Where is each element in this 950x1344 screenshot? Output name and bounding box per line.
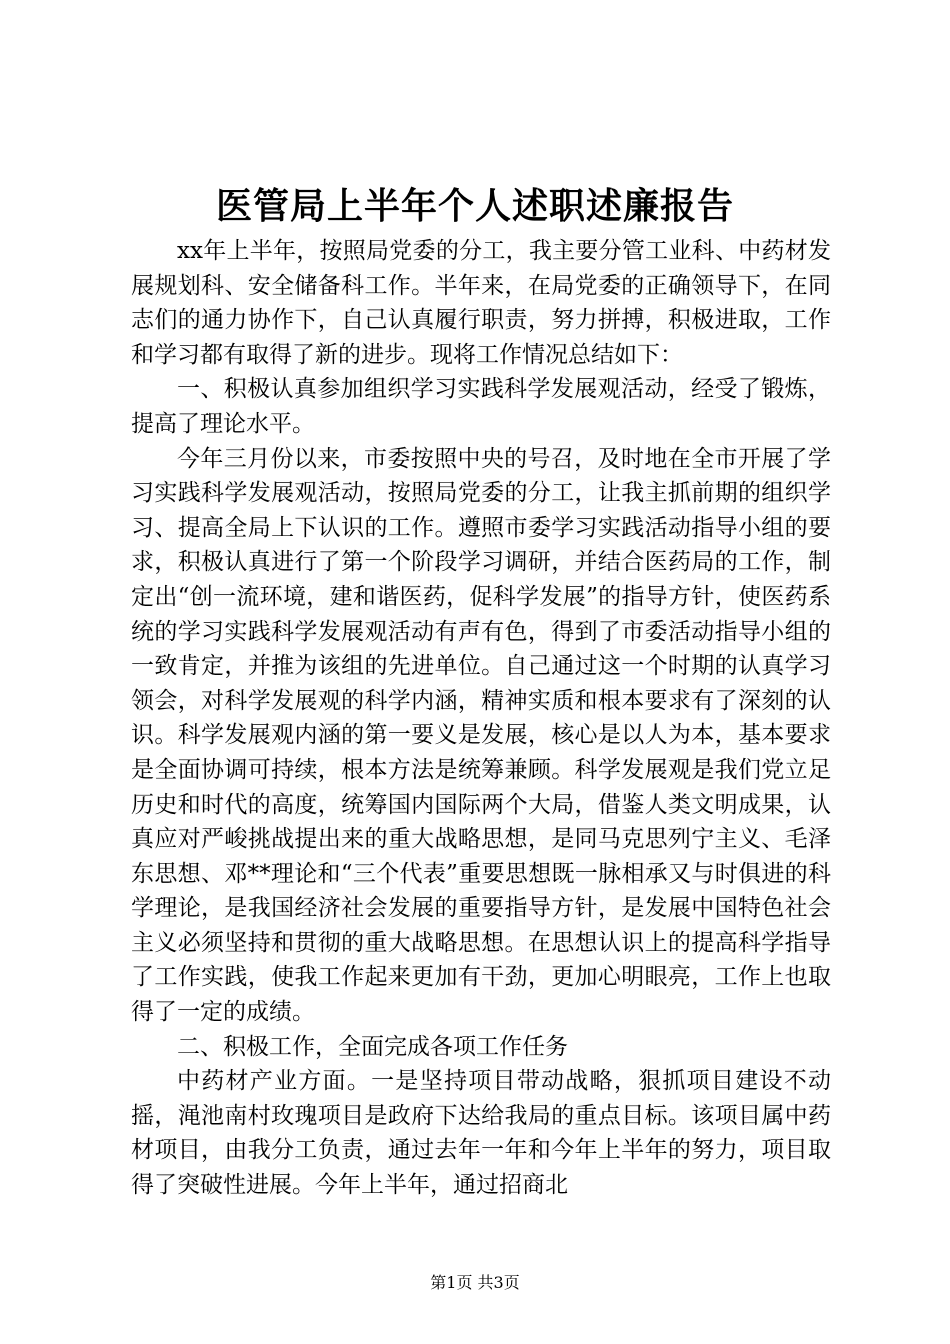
paragraph-intro: xx年上半年，按照局党委的分工，我主要分管工业科、中药材发展规划科、安全储备科工作。半年来，在局党委的正确领导下，在同志们的通力协作下，自己认真履行职责，努力拼搏，积极进取，工作和学习都有取得了新的进步。现将工作情况总结如下： bbox=[131, 238, 831, 368]
paragraph-study-practice: 今年三月份以来，市委按照中央的号召，及时地在全市开展了学习实践科学发展观活动，按照局党委的分工，让我主抓前期的组织学习、提高全局上下认识的工作。遵照市委学习实践活动指导小组的要求，积极认真进行了第一个阶段学习调研，并结合医药局的工作，制定出“创一流环境，建和谐医药，促科学发展”的指导方针，使医药系统的学习实践科学发展观活动有声有色，得到了市委活动指导小组的一致肯定，并推为该组的先进单位。自己通过这一个时期的认真学习领会，对科学发展观的科学内涵，精神实质和根本要求有了深刻的认识。科学发展观内涵的第一要义是发展，核心是以人为本，基本要求是全面协调可持续，根本方法是统筹兼顾。科学发展观是我们党立足历史和时代的高度，统筹国内国际两个大局，借鉴人类文明成果，认真应对严峻挑战提出来的重大战略思想，是同马克思列宁主义、毛泽东思想、邓**理论和“三个代表”重要思想既一脉相承又与时俱进的科学理论，是我国经济社会发展的重要指导方针，是发展中国特色社会主义必须坚持和贯彻的重大战略思想。在思想认识上的提高科学指导了工作实践，使我工作起来更加有干劲，更加心明眼亮，工作上也取得了一定的成绩。 bbox=[131, 445, 831, 1026]
document-title: 医管局上半年个人述职述廉报告 bbox=[215, 185, 734, 227]
document-body bbox=[131, 234, 831, 1203]
paragraph-heading-2: 二、积极工作，全面完成各项工作任务 bbox=[177, 1033, 568, 1060]
paragraph-heading-1: 一、积极认真参加组织学习实践科学发展观活动，经受了锻炼，提高了理论水平。 bbox=[131, 376, 831, 437]
page-footer: 第1页 共3页 bbox=[430, 1273, 520, 1292]
paragraph-herbal-medicine: 中药材产业方面。一是坚持项目带动战略，狠抓项目建设不动摇，渑池南村玫瑰项目是政府下达给我局的重点目标。该项目属中药材项目，由我分工负责，通过去年一年和今年上半年的努力，项目取得了突破性进展。今年上半年，通过招商北 bbox=[131, 1068, 831, 1199]
